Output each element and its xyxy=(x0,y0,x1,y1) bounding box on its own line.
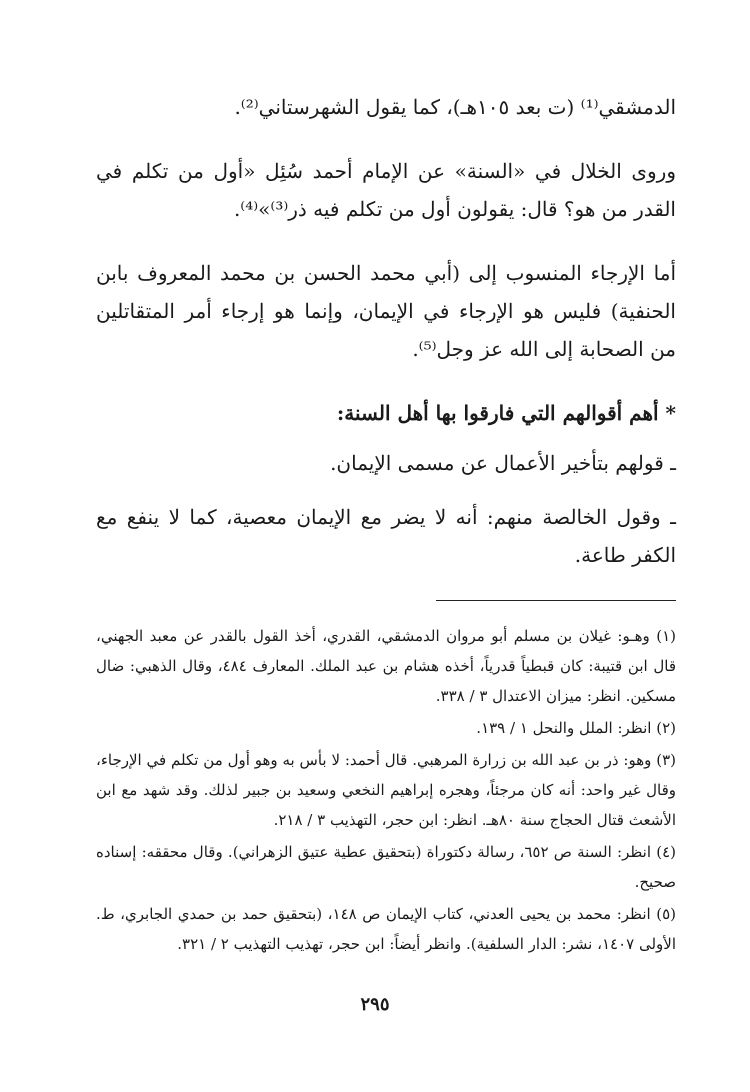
section-heading: * أهم أقوالهم التي فارقوا بها أهل السنة: xyxy=(336,401,676,425)
paragraph-3: أما الإرجاء المنسوب إلى (أبي محمد الحسن بن محمد المعروف بابن الحنفية) فليس هو الإرجاء في الإيمان، وإنما هو إرجاء أمر المتقاتلين من الصحابة إلى الله عز وجل⁽⁵⁾. xyxy=(96,261,676,361)
main-text xyxy=(96,88,676,574)
footnote-5: (٥) انظر: محمد بن يحيى العدني، كتاب الإيمان ص ١٤٨، (بتحقيق حمد بن حمدي الجابري، ط. الأولى ١٤٠٧، نشر: الدار السلفية). وانظر أيضاً: ابن حجر، تهذيب التهذيب ٢ / ٣٢١. xyxy=(96,905,676,953)
paragraph-2: وروى الخلال في «السنة» عن الإمام أحمد سُئِل «أول من تكلم في القدر من هو؟ قال: يقولون أول من تكلم فيه ذر⁽³⁾»⁽⁴⁾. xyxy=(96,159,676,221)
footnote-2: (٢) انظر: الملل والنحل ١ / ١٣٩. xyxy=(476,719,676,737)
footnote-4: (٤) انظر: السنة ص ٦٥٢، رسالة دكتوراة (بتحقيق عطية عتيق الزهراني). وقال محققه: إسناده صحيح. xyxy=(96,843,676,891)
page-number: ٢٩٥ xyxy=(360,994,390,1015)
footnote-3: (٣) وهو: ذر بن عبد الله بن زرارة المرهبي. قال أحمد: لا بأس به وهو أول من تكلم في الإرجاء، وقال غير واحد: أنه كان مرجئاً، وهجره إبراهيم النخعي وسعيد بن جبير لذلك. وقد شهد مع ابن الأشعث قتال الحجاج سنة ٨٠هـ. انظر: ابن حجر، التهذيب ٣ / ٢١٨. xyxy=(96,751,676,829)
footnote-divider xyxy=(436,600,676,601)
list-item-1: ـ قولهم بتأخير الأعمال عن مسمى الإيمان. xyxy=(330,451,676,475)
footnote-1: (١) وهـو: غيلان بن مسلم أبو مروان الدمشقي، القدري، أخذ القول بالقدر عن معبد الجهني، قال ابن قتيبة: كان قبطياً قدرياً، أخذه هشام بن عبد الملك. المعارف ٤٨٤، وقال الذهبي: ضال مسكين. انظر: ميزان الاعتدال ٣ / ٣٣٨. xyxy=(96,627,676,705)
paragraph-1: الدمشقي⁽¹⁾ (ت بعد ١٠٥هـ)، كما يقول الشهرستاني⁽²⁾. xyxy=(234,95,676,119)
page-body xyxy=(96,88,676,961)
list-item-2: ـ وقول الخالصة منهم: أنه لا يضر مع الإيمان معصية، كما لا ينفع مع الكفر طاعة. xyxy=(96,505,676,567)
footnotes xyxy=(96,621,676,959)
